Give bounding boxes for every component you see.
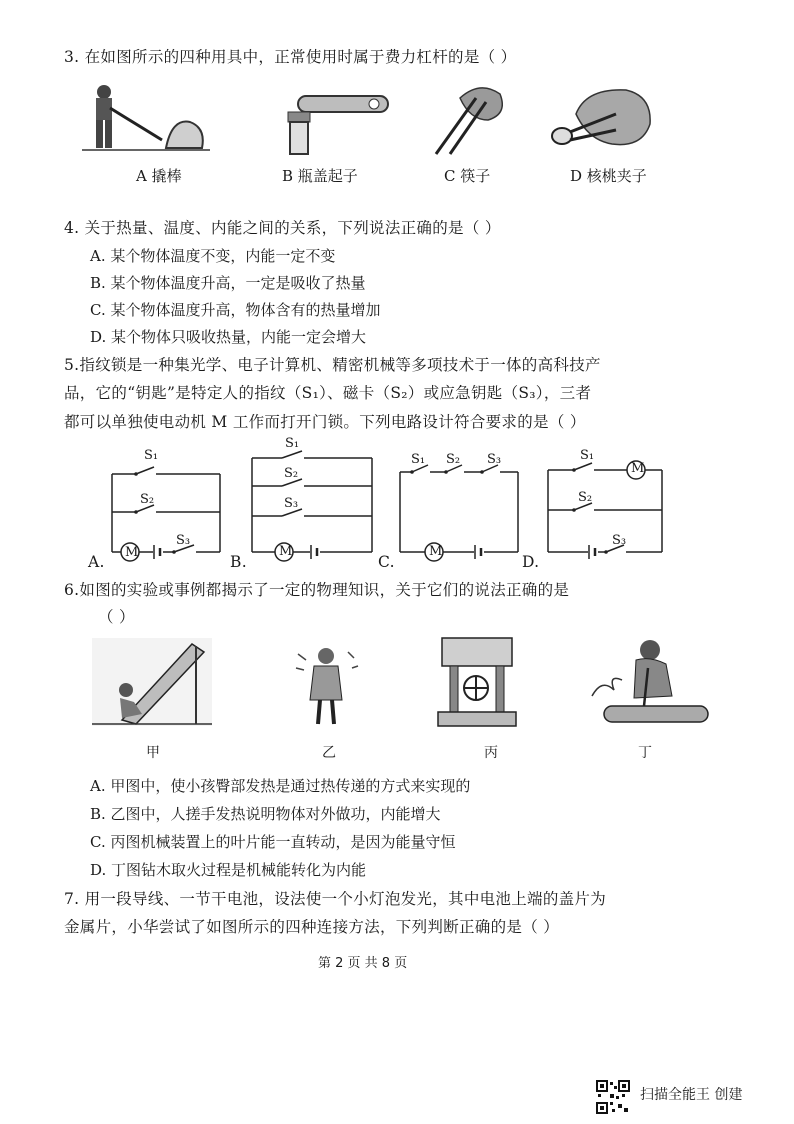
q6-option-c: C. 丙图机械装置上的叶片能一直转动，是因为能量守恒	[90, 833, 456, 851]
circuit-c-label-s1: S₁	[411, 452, 426, 467]
q3-stem: 3. 在如图所示的四种用具中，正常使用时属于费力杠杆的是（ ）	[64, 48, 517, 66]
q5-line-1: 5.指纹锁是一种集光学、电子计算机、精密机械等多项技术于一体的高科技产	[64, 356, 601, 374]
scanner-watermark: 扫描全能王 创建	[640, 1087, 743, 1103]
circuit-d-battery	[588, 544, 598, 560]
q4-option-c: C. 某个物体温度升高，物体含有的热量增加	[90, 301, 381, 319]
circuit-b-motor-label: M	[279, 544, 293, 559]
circuit-b-label-s1: S₁	[285, 436, 300, 451]
circuit-c-battery	[474, 544, 484, 560]
q6-caption-yi: 乙	[322, 745, 336, 761]
circuit-a-option-label: A.	[88, 553, 105, 571]
qr-code-icon	[596, 1080, 630, 1114]
crowbar-illustration	[82, 80, 212, 156]
q7-line-1: 7. 用一段导线、一节干电池，设法使一个小灯泡发光，其中电池上端的盖片为	[64, 890, 607, 908]
circuit-a-switch-s1	[134, 467, 156, 478]
q6-option-d: D. 丁图钻木取火过程是机械能转化为内能	[90, 861, 367, 879]
circuit-b-battery	[310, 544, 320, 560]
circuit-b-option-label: B.	[230, 553, 247, 571]
rubbing-hands-illustration	[292, 644, 362, 726]
q6-caption-jia: 甲	[146, 745, 160, 761]
q6-blank: （ ）	[98, 608, 135, 626]
q4-option-a: A. 某个物体温度不变，内能一定不变	[90, 247, 336, 265]
circuit-c-motor-label: M	[429, 544, 443, 559]
circuit-c-diagram	[396, 462, 522, 562]
circuit-b-switch-s1	[282, 451, 304, 462]
circuit-a-label-s2: S₂	[140, 492, 155, 507]
q6-option-a: A. 甲图中，使小孩臀部发热是通过热传递的方式来实现的	[90, 777, 471, 795]
circuit-a-battery	[153, 544, 163, 560]
circuit-d-motor-label: M	[631, 461, 645, 476]
circuit-d-diagram	[544, 458, 666, 562]
circuit-a-label-s3: S₃	[176, 533, 191, 548]
circuit-c-label-s2: S₂	[446, 452, 461, 467]
circuit-d-label-s3: S₃	[612, 533, 627, 548]
q4-option-d: D. 某个物体只吸收热量，内能一定会增大	[90, 328, 367, 346]
circuit-b-label-s2: S₂	[284, 466, 299, 481]
circuit-d-label-s2: S₂	[578, 490, 593, 505]
circuit-b-label-s3: S₃	[284, 496, 299, 511]
q3-caption-a: A 撬棒	[136, 167, 182, 185]
drilling-wood-fire-illustration	[584, 634, 714, 730]
q3-caption-c: C 筷子	[444, 167, 491, 185]
q5-line-3: 都可以单独使电动机 M 工作而打开门锁。下列电路设计符合要求的是（ ）	[64, 413, 586, 431]
circuit-c-option-label: C.	[378, 553, 395, 571]
page-number-footer: 第 2 页 共 8 页	[318, 956, 408, 971]
circuit-a-motor-label: M	[125, 545, 139, 560]
circuit-a-label-s1: S₁	[144, 448, 159, 463]
q6-stem: 6.如图的实验或事例都揭示了一定的物理知识，关于它们的说法正确的是	[64, 581, 570, 599]
q6-caption-ding: 丁	[638, 745, 652, 761]
slide-illustration	[92, 638, 212, 726]
circuit-d-switch-s1	[572, 463, 594, 474]
q3-caption-b: B 瓶盖起子	[282, 167, 358, 185]
q4-option-b: B. 某个物体温度升高，一定是吸收了热量	[90, 274, 366, 292]
circuit-c-label-s3: S₃	[487, 452, 502, 467]
circuit-d-option-label: D.	[522, 553, 540, 571]
bottle-opener-illustration	[282, 86, 394, 156]
q5-line-2: 品，它的“钥匙”是特定人的指纹（S₁）、磁卡（S₂）或应急钥匙（S₃），三者	[64, 384, 592, 402]
q7-line-2: 金属片，小华尝试了如图所示的四种连接方法，下列判断正确的是（ ）	[64, 918, 560, 936]
circuit-b-diagram	[248, 446, 376, 564]
nutcracker-illustration	[546, 84, 658, 156]
q6-caption-bing: 丙	[484, 745, 498, 761]
circuit-d-label-s1: S₁	[580, 448, 595, 463]
water-wheel-machine-illustration	[436, 636, 518, 728]
q6-option-b: B. 乙图中，人搓手发热说明物体对外做功，内能增大	[90, 805, 441, 823]
q4-stem: 4. 关于热量、温度、内能之间的关系，下列说法正确的是（ ）	[64, 219, 501, 237]
q3-caption-d: D 核桃夹子	[570, 167, 647, 185]
chopsticks-illustration	[430, 80, 520, 156]
